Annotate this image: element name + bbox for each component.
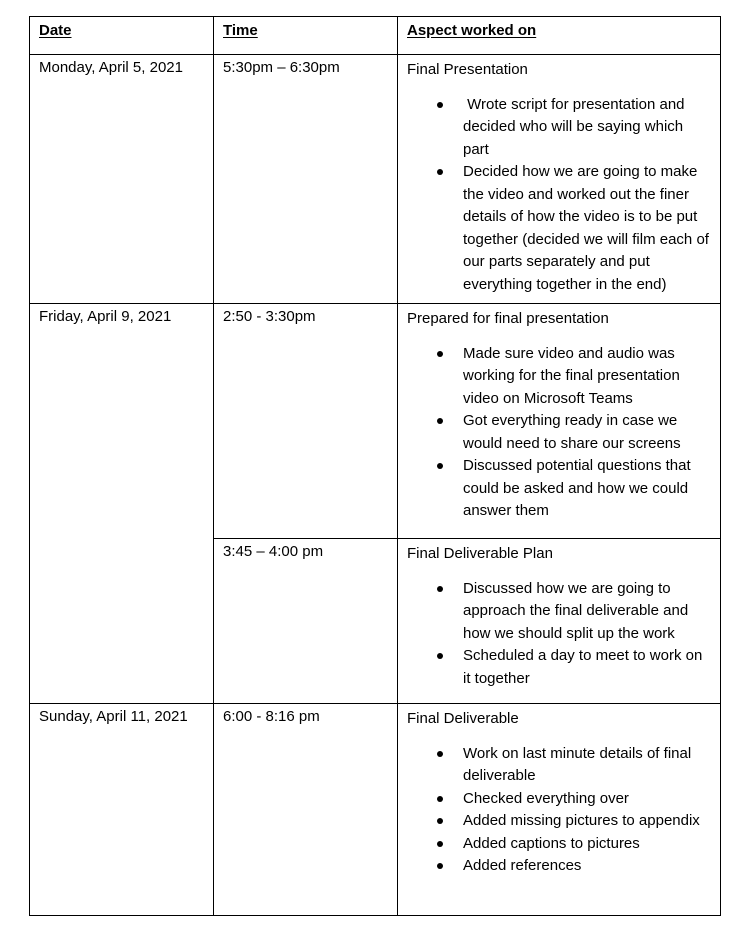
bullet-icon <box>437 463 443 469</box>
list-item-text: Scheduled a day to meet to work on it together <box>463 647 703 687</box>
list-item-text: Made sure video and audio was working for the final presentation video on Microsoft Teams <box>463 344 680 407</box>
header-time <box>214 17 398 55</box>
header-date-label: Date <box>39 22 72 39</box>
list-item-text: Added captions to pictures <box>463 834 640 852</box>
aspect-cell <box>398 704 721 916</box>
aspect-bullet-list <box>407 94 711 297</box>
bullet-icon <box>437 102 443 108</box>
bullet-icon <box>437 863 443 869</box>
header-time-label: Time <box>223 22 258 39</box>
time-cell: 6:00 - 8:16 pm <box>214 704 398 916</box>
time-cell: 2:50 - 3:30pm <box>214 304 398 539</box>
aspect-title: Prepared for final presentation <box>407 310 609 327</box>
date-cell: Sunday, April 11, 2021 <box>30 704 214 916</box>
bullet-icon <box>437 351 443 357</box>
list-item <box>463 343 711 411</box>
list-item <box>463 810 711 833</box>
list-item <box>463 161 711 296</box>
list-item-text: Discussed how we are going to approach the final deliverable and how we should split up the work <box>463 579 689 642</box>
list-item-text: Added references <box>463 857 582 874</box>
bullet-icon <box>437 796 443 802</box>
aspect-title: Final Presentation <box>407 61 528 78</box>
aspect-bullet-list <box>407 343 711 523</box>
list-item <box>463 855 711 878</box>
date-cell: Monday, April 5, 2021 <box>30 55 214 304</box>
date-cell: Friday, April 9, 2021 <box>30 304 214 704</box>
list-item <box>463 455 711 523</box>
table-row <box>30 55 721 304</box>
list-item-text: Work on last minute details of final deliverable <box>463 744 692 784</box>
header-aspect-label: Aspect worked on <box>407 22 537 39</box>
header-date <box>30 17 214 55</box>
list-item-text: Wrote script for presentation and decided who will be saying which part <box>463 95 689 158</box>
list-item <box>463 833 711 856</box>
bullet-icon <box>437 169 443 175</box>
table-header-row <box>30 17 721 55</box>
list-item-text: Discussed potential questions that could be asked and how we could answer them <box>463 457 691 519</box>
list-item-text: Decided how we are going to make the video and worked out the finer details of how the video is to be put together (decided we will film each of our parts separately and put everything together in the end) <box>463 163 709 293</box>
aspect-title: Final Deliverable Plan <box>407 545 553 562</box>
aspect-cell <box>398 539 721 704</box>
list-item <box>463 410 711 455</box>
list-item <box>463 743 711 788</box>
bullet-icon <box>437 818 443 824</box>
list-item-text: Checked everything over <box>463 789 629 807</box>
bullet-icon <box>437 653 443 659</box>
list-item <box>463 94 711 162</box>
list-item-text: Got everything ready in case we would need to share our screens <box>463 412 681 452</box>
aspect-bullet-list <box>407 743 711 878</box>
bullet-icon <box>437 751 443 757</box>
table-row <box>30 304 721 539</box>
aspect-cell <box>398 304 721 539</box>
list-item-text: Added missing pictures to appendix <box>463 812 700 829</box>
bullet-icon <box>437 841 443 847</box>
bullet-icon <box>437 586 443 592</box>
table-row <box>30 704 721 916</box>
list-item <box>463 788 711 811</box>
aspect-title: Final Deliverable <box>407 710 519 727</box>
list-item <box>463 645 711 690</box>
header-aspect <box>398 17 721 55</box>
work-log-table <box>29 16 721 916</box>
aspect-cell <box>398 55 721 304</box>
time-cell: 5:30pm – 6:30pm <box>214 55 398 304</box>
aspect-bullet-list <box>407 578 711 691</box>
bullet-icon <box>437 418 443 424</box>
list-item <box>463 578 711 646</box>
time-cell: 3:45 – 4:00 pm <box>214 539 398 704</box>
